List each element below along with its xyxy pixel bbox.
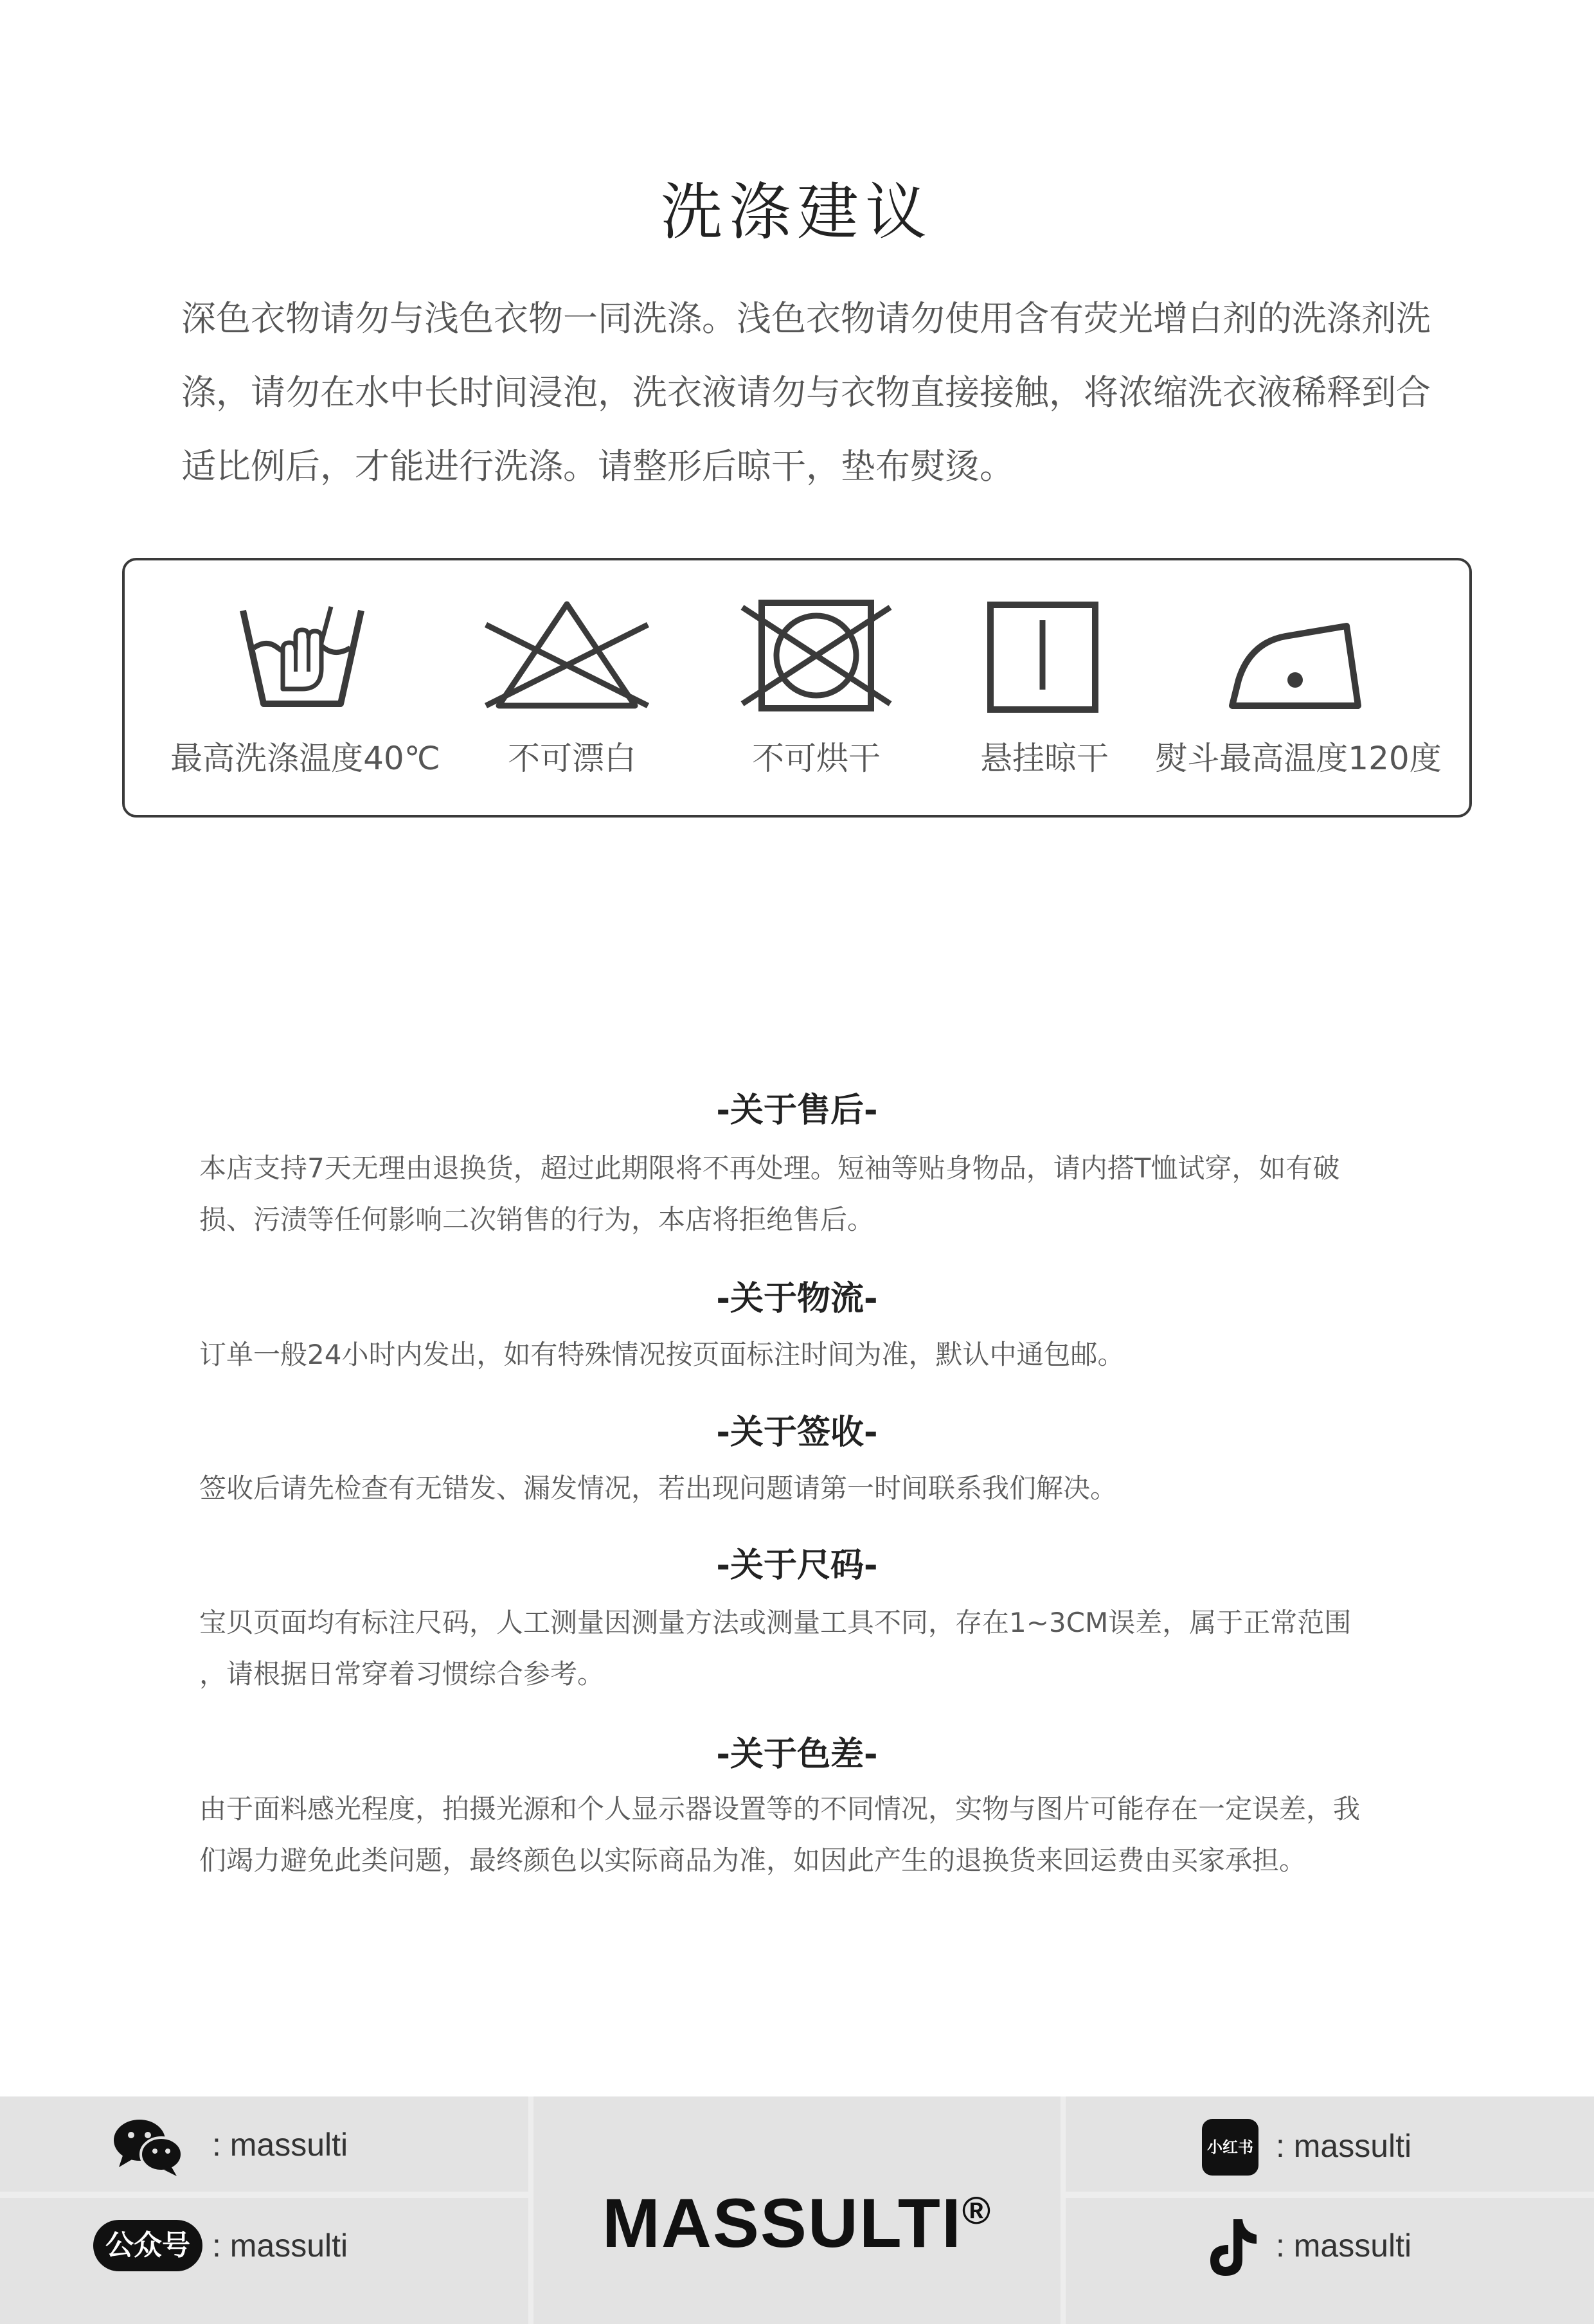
care-label: 悬挂晾干 [980,740,1109,777]
policy-line: 订单一般24小时内发出，如有特殊情况按页面标注时间为准，默认中通包邮。 [199,1339,1125,1370]
xiaohongshu-handle: : massulti [1276,2128,1412,2164]
wash-line: 涤，请勿在水中长时间浸泡，洗衣液请勿与衣物直接接触，将浓缩洗衣液稀释到合 [181,372,1431,413]
hand-wash-icon [238,598,366,713]
douyin-handle: : massulti [1276,2228,1412,2264]
registered-mark: ® [962,2189,992,2232]
policy-title-after-sales: -关于售后- [716,1091,878,1130]
no-tumble-dry-icon [739,598,893,713]
brand-name: MASSULTI [602,2184,962,2262]
official-account-handle: : massulti [212,2228,348,2264]
policy-text-receipt [199,1463,1408,1514]
official-account-icon: 公众号 [93,2220,202,2271]
policy-text-size [199,1597,1408,1700]
no-bleach-icon [482,598,652,713]
policy-line: 本店支持7天无理由退换货，超过此期限将不再处理。短袖等贴身物品，请内搭T恤试穿，如有破 [199,1152,1340,1184]
policy-line: 们竭力避免此类问题，最终颜色以实际商品为准，如因此产生的退换货来回运费由买家承担。 [199,1845,1307,1876]
care-label: 熨斗最高温度120度 [1155,740,1442,777]
brand-logo [533,2172,1061,2262]
iron-icon [1224,617,1366,713]
care-label: 最高洗涤温度40℃ [170,740,440,777]
hang-dry-icon [987,601,1099,713]
policy-text-logistics [199,1329,1408,1381]
xiaohongshu-icon: 小红书 [1202,2119,1258,2176]
wechat-handle: : massulti [212,2127,348,2163]
douyin-icon [1205,2215,1260,2282]
policy-line: 宝贝页面均有标注尺码，人工测量因测量方法或测量工具不同，存在1~3CM误差，属于正常范围 [199,1607,1352,1638]
policy-title-logistics: -关于物流- [716,1280,878,1318]
policy-line: ，请根据日常穿着习惯综合参考。 [199,1658,605,1690]
care-label: 不可烘干 [752,740,881,777]
policy-line: 签收后请先检查有无错发、漏发情况，若出现问题请第一时间联系我们解决。 [199,1472,1118,1504]
care-label: 不可漂白 [508,740,636,777]
policy-title-size: -关于尺码- [716,1546,878,1585]
wash-title: 洗涤建议 [661,176,933,248]
footer [0,2096,1594,2324]
wechat-icon [112,2116,183,2179]
wash-line: 适比例后，才能进行洗涤。请整形后晾干，垫布熨烫。 [181,446,1014,487]
policy-title-color: -关于色差- [716,1735,878,1774]
policy-text-color [199,1783,1408,1886]
wash-description [181,282,1431,503]
policy-line: 损、污渍等任何影响二次销售的行为，本店将拒绝售后。 [199,1204,875,1235]
policy-line: 由于面料感光程度，拍摄光源和个人显示器设置等的不同情况，实物与图片可能存在一定误差，我 [199,1793,1361,1825]
policy-text-after-sales [199,1143,1408,1246]
policy-title-receipt: -关于签收- [716,1413,878,1452]
wash-line: 深色衣物请勿与浅色衣物一同洗涤。浅色衣物请勿使用含有荧光增白剂的洗涤剂洗 [181,298,1431,339]
